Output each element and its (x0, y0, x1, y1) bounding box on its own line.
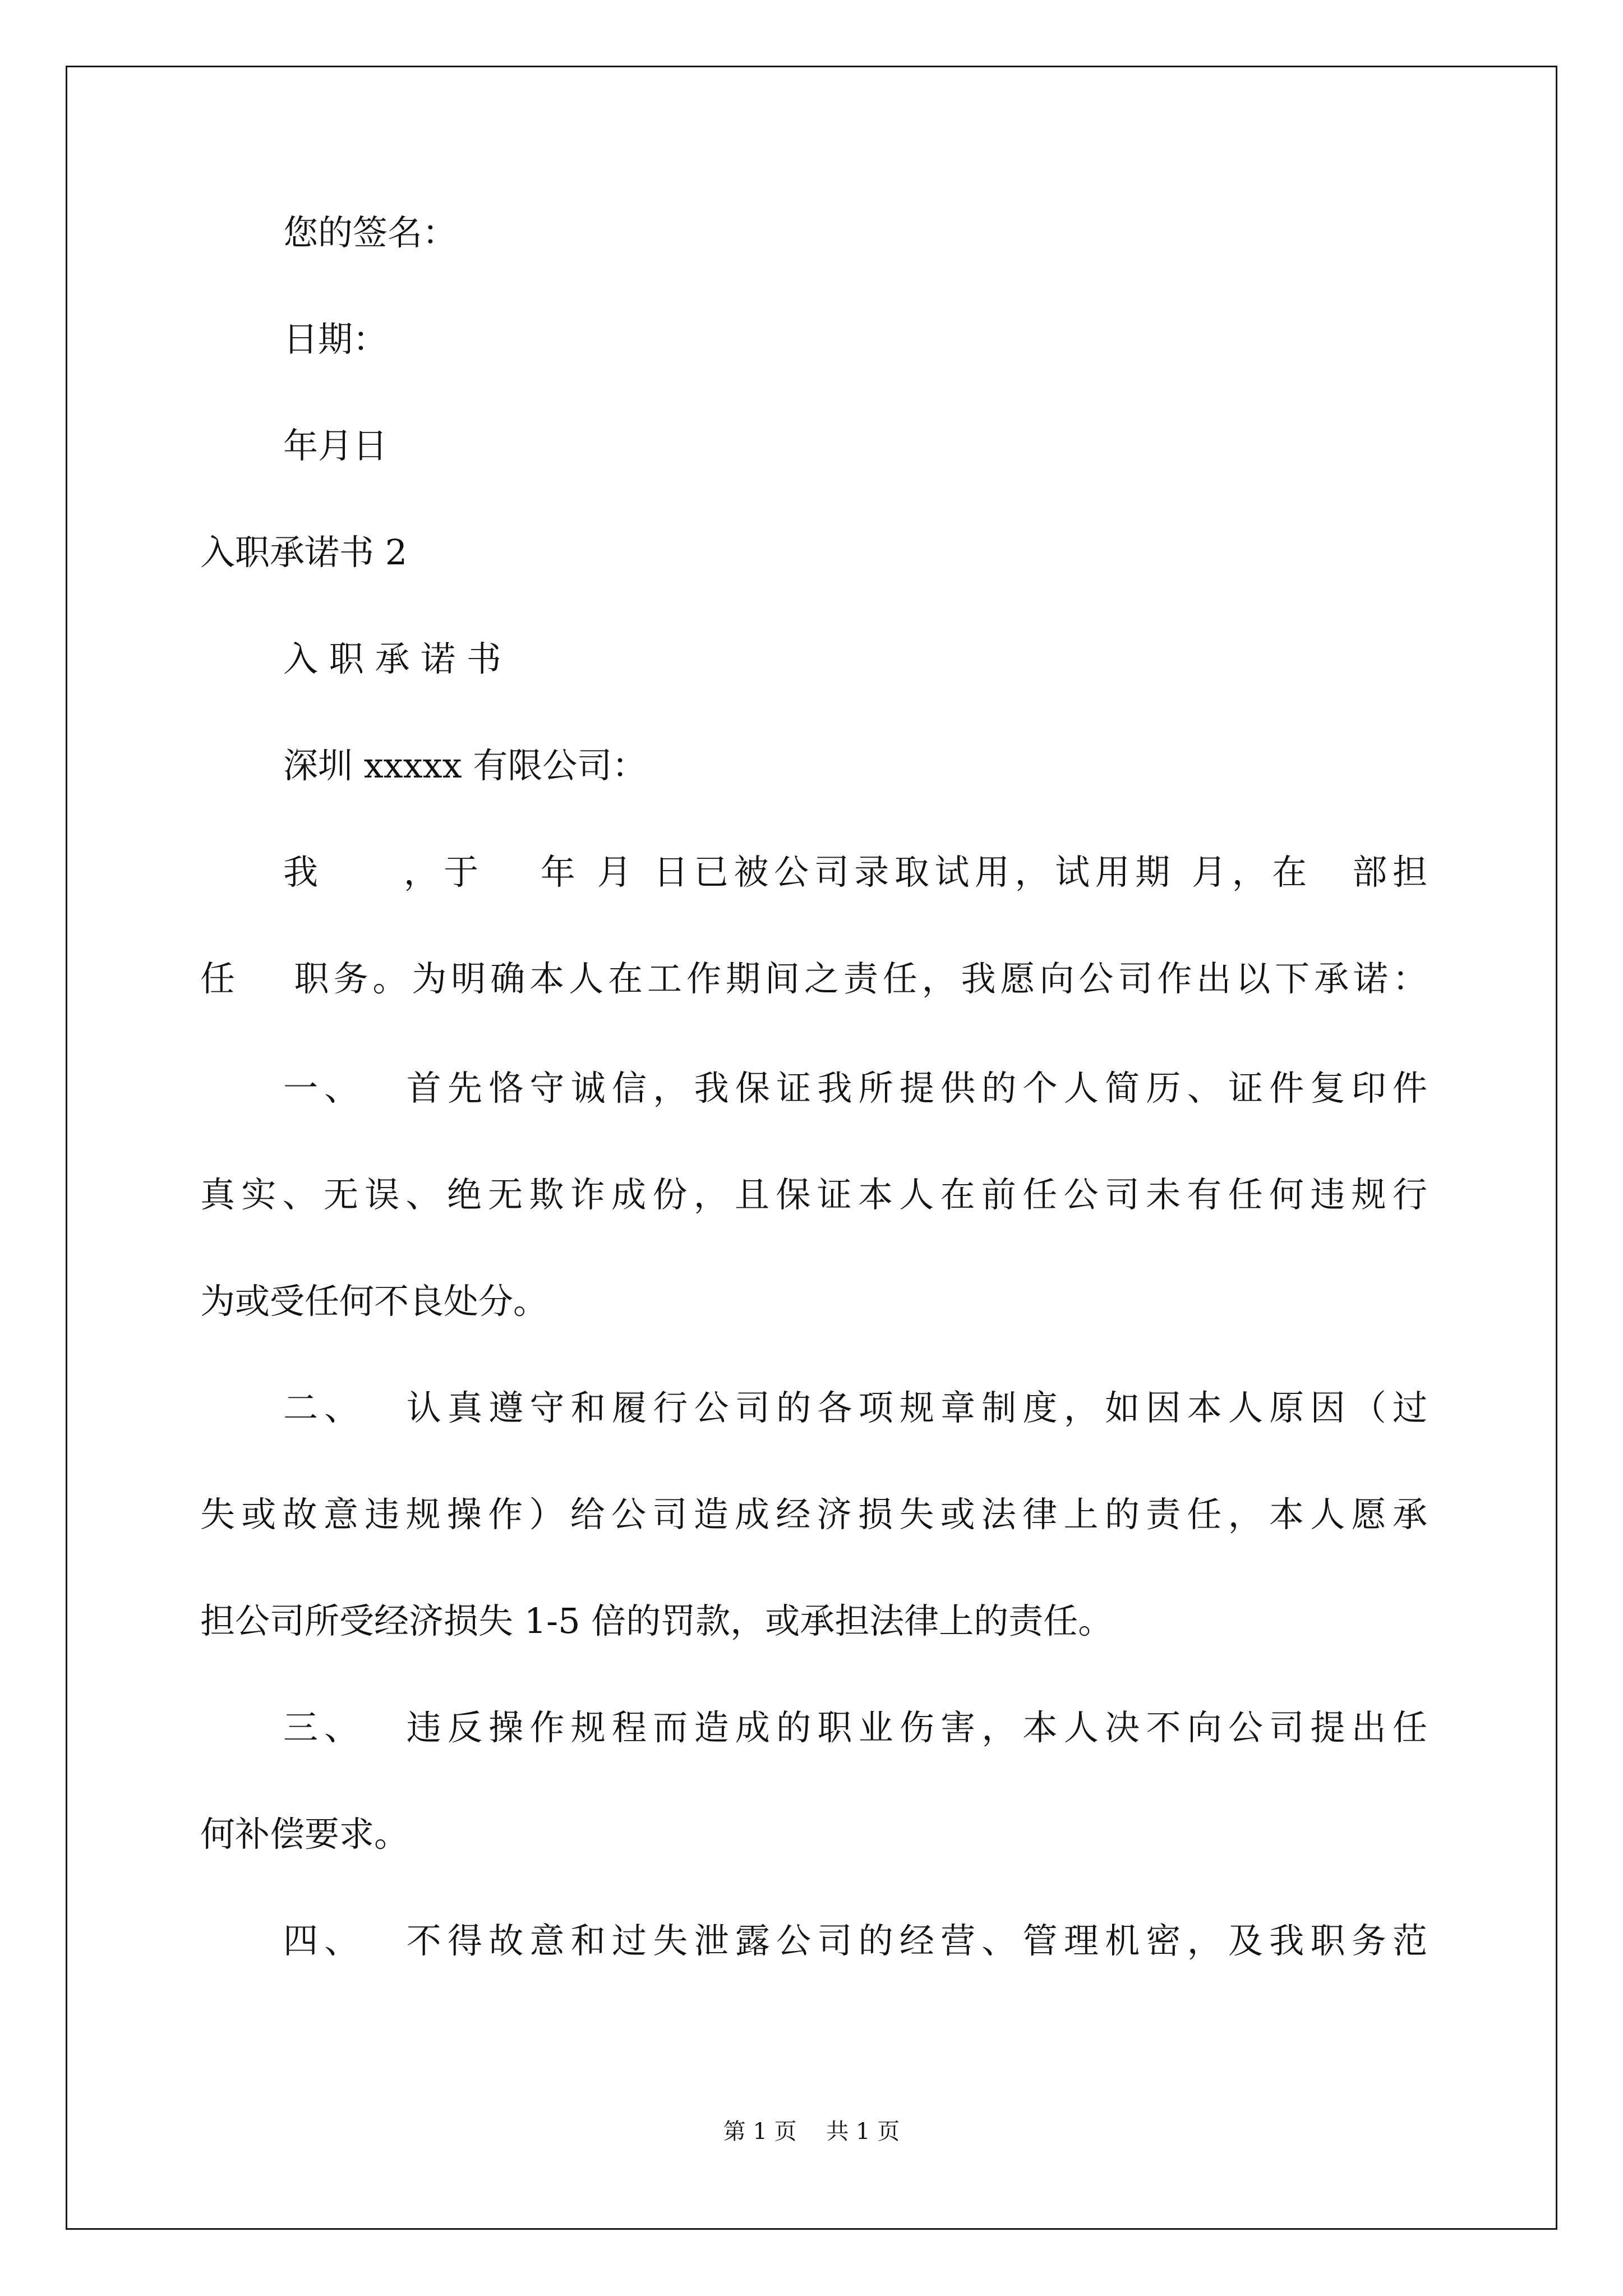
clause-one: 一、 首先恪守诚信，我保证我所提供的个人简历、证件复印件 (283, 1068, 1427, 1108)
signature-label: 您的签名： (283, 212, 458, 253)
date-placeholder: 年月日 (283, 425, 388, 466)
page-border (66, 66, 1557, 2230)
clause-four: 四、 不得故意和过失泄露公司的经营、管理机密，及我职务范 (283, 1920, 1427, 1961)
clause-three: 三、 违反操作规程而造成的职业伤害，本人决不向公司提出任 (283, 1707, 1427, 1748)
body-text-line: 我 ，于 年 月 日已被公司录取试用，试用期 月，在 部担 (283, 852, 1427, 892)
page-footer: 第 1 页 共 1 页 (723, 2119, 900, 2145)
body-text-line: 为或受任何不良处分。 (200, 1281, 548, 1322)
body-text-line: 任 职务。为明确本人在工作期间之责任，我愿向公司作出以下承诺： (200, 958, 1427, 999)
body-text-line: 真实、无误、绝无欺诈成份，且保证本人在前任公司未有任何违规行 (200, 1174, 1427, 1215)
addressee: 深圳 xxxxx 有限公司： (283, 745, 647, 786)
body-text-line: 担公司所受经济损失 1-5 倍的罚款，或承担法律上的责任。 (200, 1600, 1113, 1641)
body-text-line: 何补偿要求。 (200, 1814, 409, 1855)
body-text-line: 失或故意违规操作）给公司造成经济损失或法律上的责任，本人愿承 (200, 1494, 1427, 1535)
date-label: 日期： (283, 319, 388, 360)
document-title: 入 职 承 诺 书 (283, 638, 501, 679)
clause-two: 二、 认真遵守和履行公司的各项规章制度，如因本人原因（过 (283, 1387, 1427, 1428)
section-heading: 入职承诺书 2 (200, 532, 408, 573)
